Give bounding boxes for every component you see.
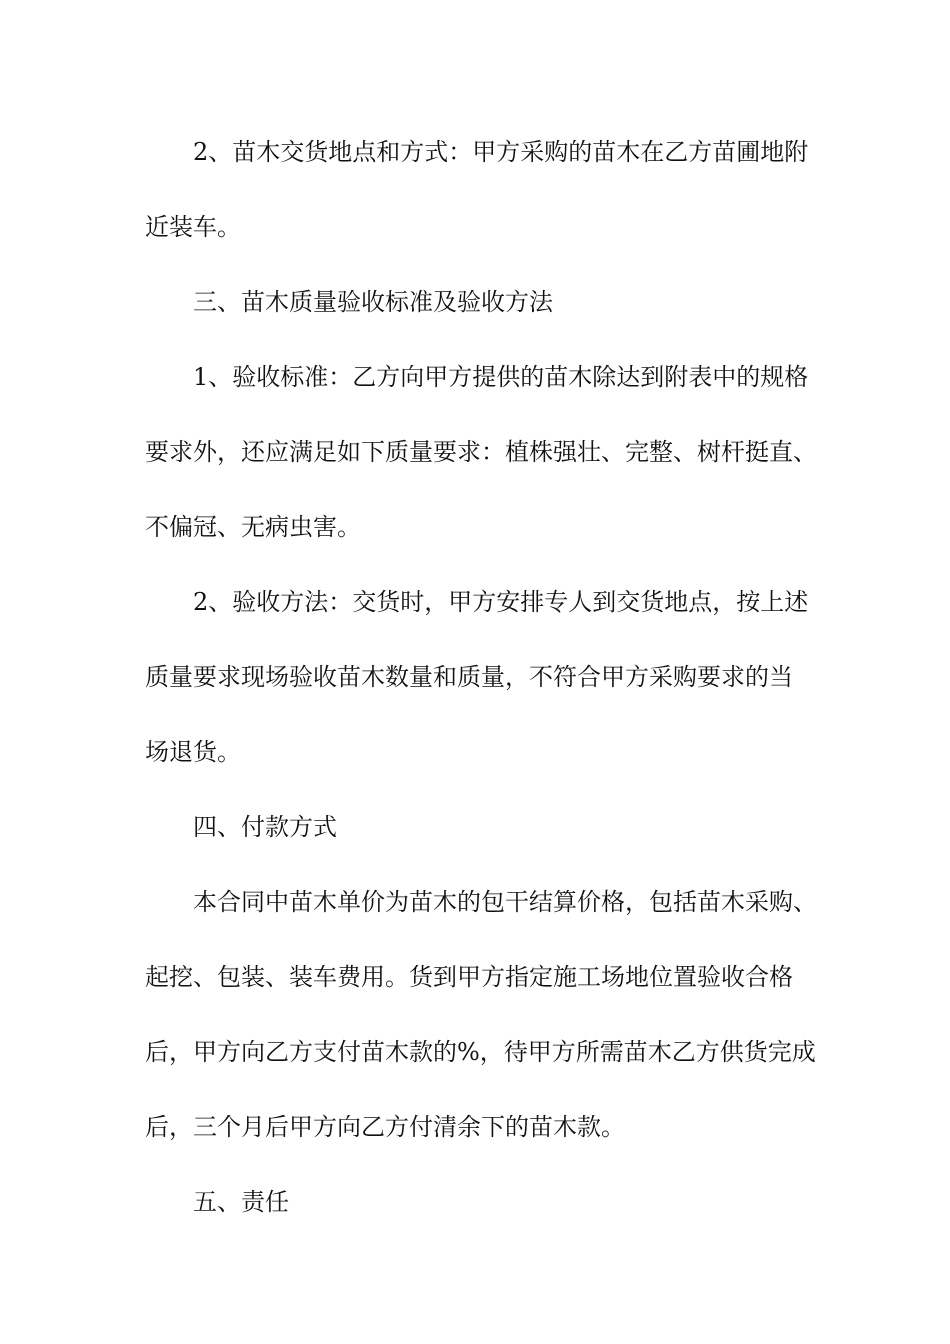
paragraph-payment-line-4: 后，三个月后甲方向乙方付清余下的苗木款。 [145, 1113, 625, 1141]
paragraph-payment-line-3: 后，甲方向乙方支付苗木款的%，待甲方所需苗木乙方供货完成 [145, 1038, 816, 1066]
paragraph-acceptance-standard-line-2: 要求外，还应满足如下质量要求：植株强壮、完整、树杆挺直、 [145, 438, 817, 466]
section-heading-payment: 四、付款方式 [193, 813, 337, 841]
paragraph-acceptance-standard-line-1: 1、验收标准：乙方向甲方提供的苗木除达到附表中的规格 [193, 363, 809, 391]
paragraph-acceptance-method-line-1: 2、验收方法：交货时，甲方安排专人到交货地点，按上述 [193, 588, 809, 616]
paragraph-payment-line-2: 起挖、包装、装车费用。货到甲方指定施工场地位置验收合格 [145, 963, 793, 991]
paragraph-acceptance-method-line-2: 质量要求现场验收苗木数量和质量，不符合甲方采购要求的当 [145, 663, 793, 691]
paragraph-payment-line-1: 本合同中苗木单价为苗木的包干结算价格，包括苗木采购、 [193, 888, 817, 916]
paragraph-acceptance-method-line-3: 场退货。 [145, 738, 241, 766]
section-heading-responsibility: 五、责任 [193, 1188, 289, 1216]
section-heading-quality-acceptance: 三、苗木质量验收标准及验收方法 [193, 288, 553, 316]
paragraph-delivery-line-2: 近装车。 [145, 213, 241, 241]
paragraph-acceptance-standard-line-3: 不偏冠、无病虫害。 [145, 513, 361, 541]
paragraph-delivery-line-1: 2、苗木交货地点和方式：甲方采购的苗木在乙方苗圃地附 [193, 138, 809, 166]
